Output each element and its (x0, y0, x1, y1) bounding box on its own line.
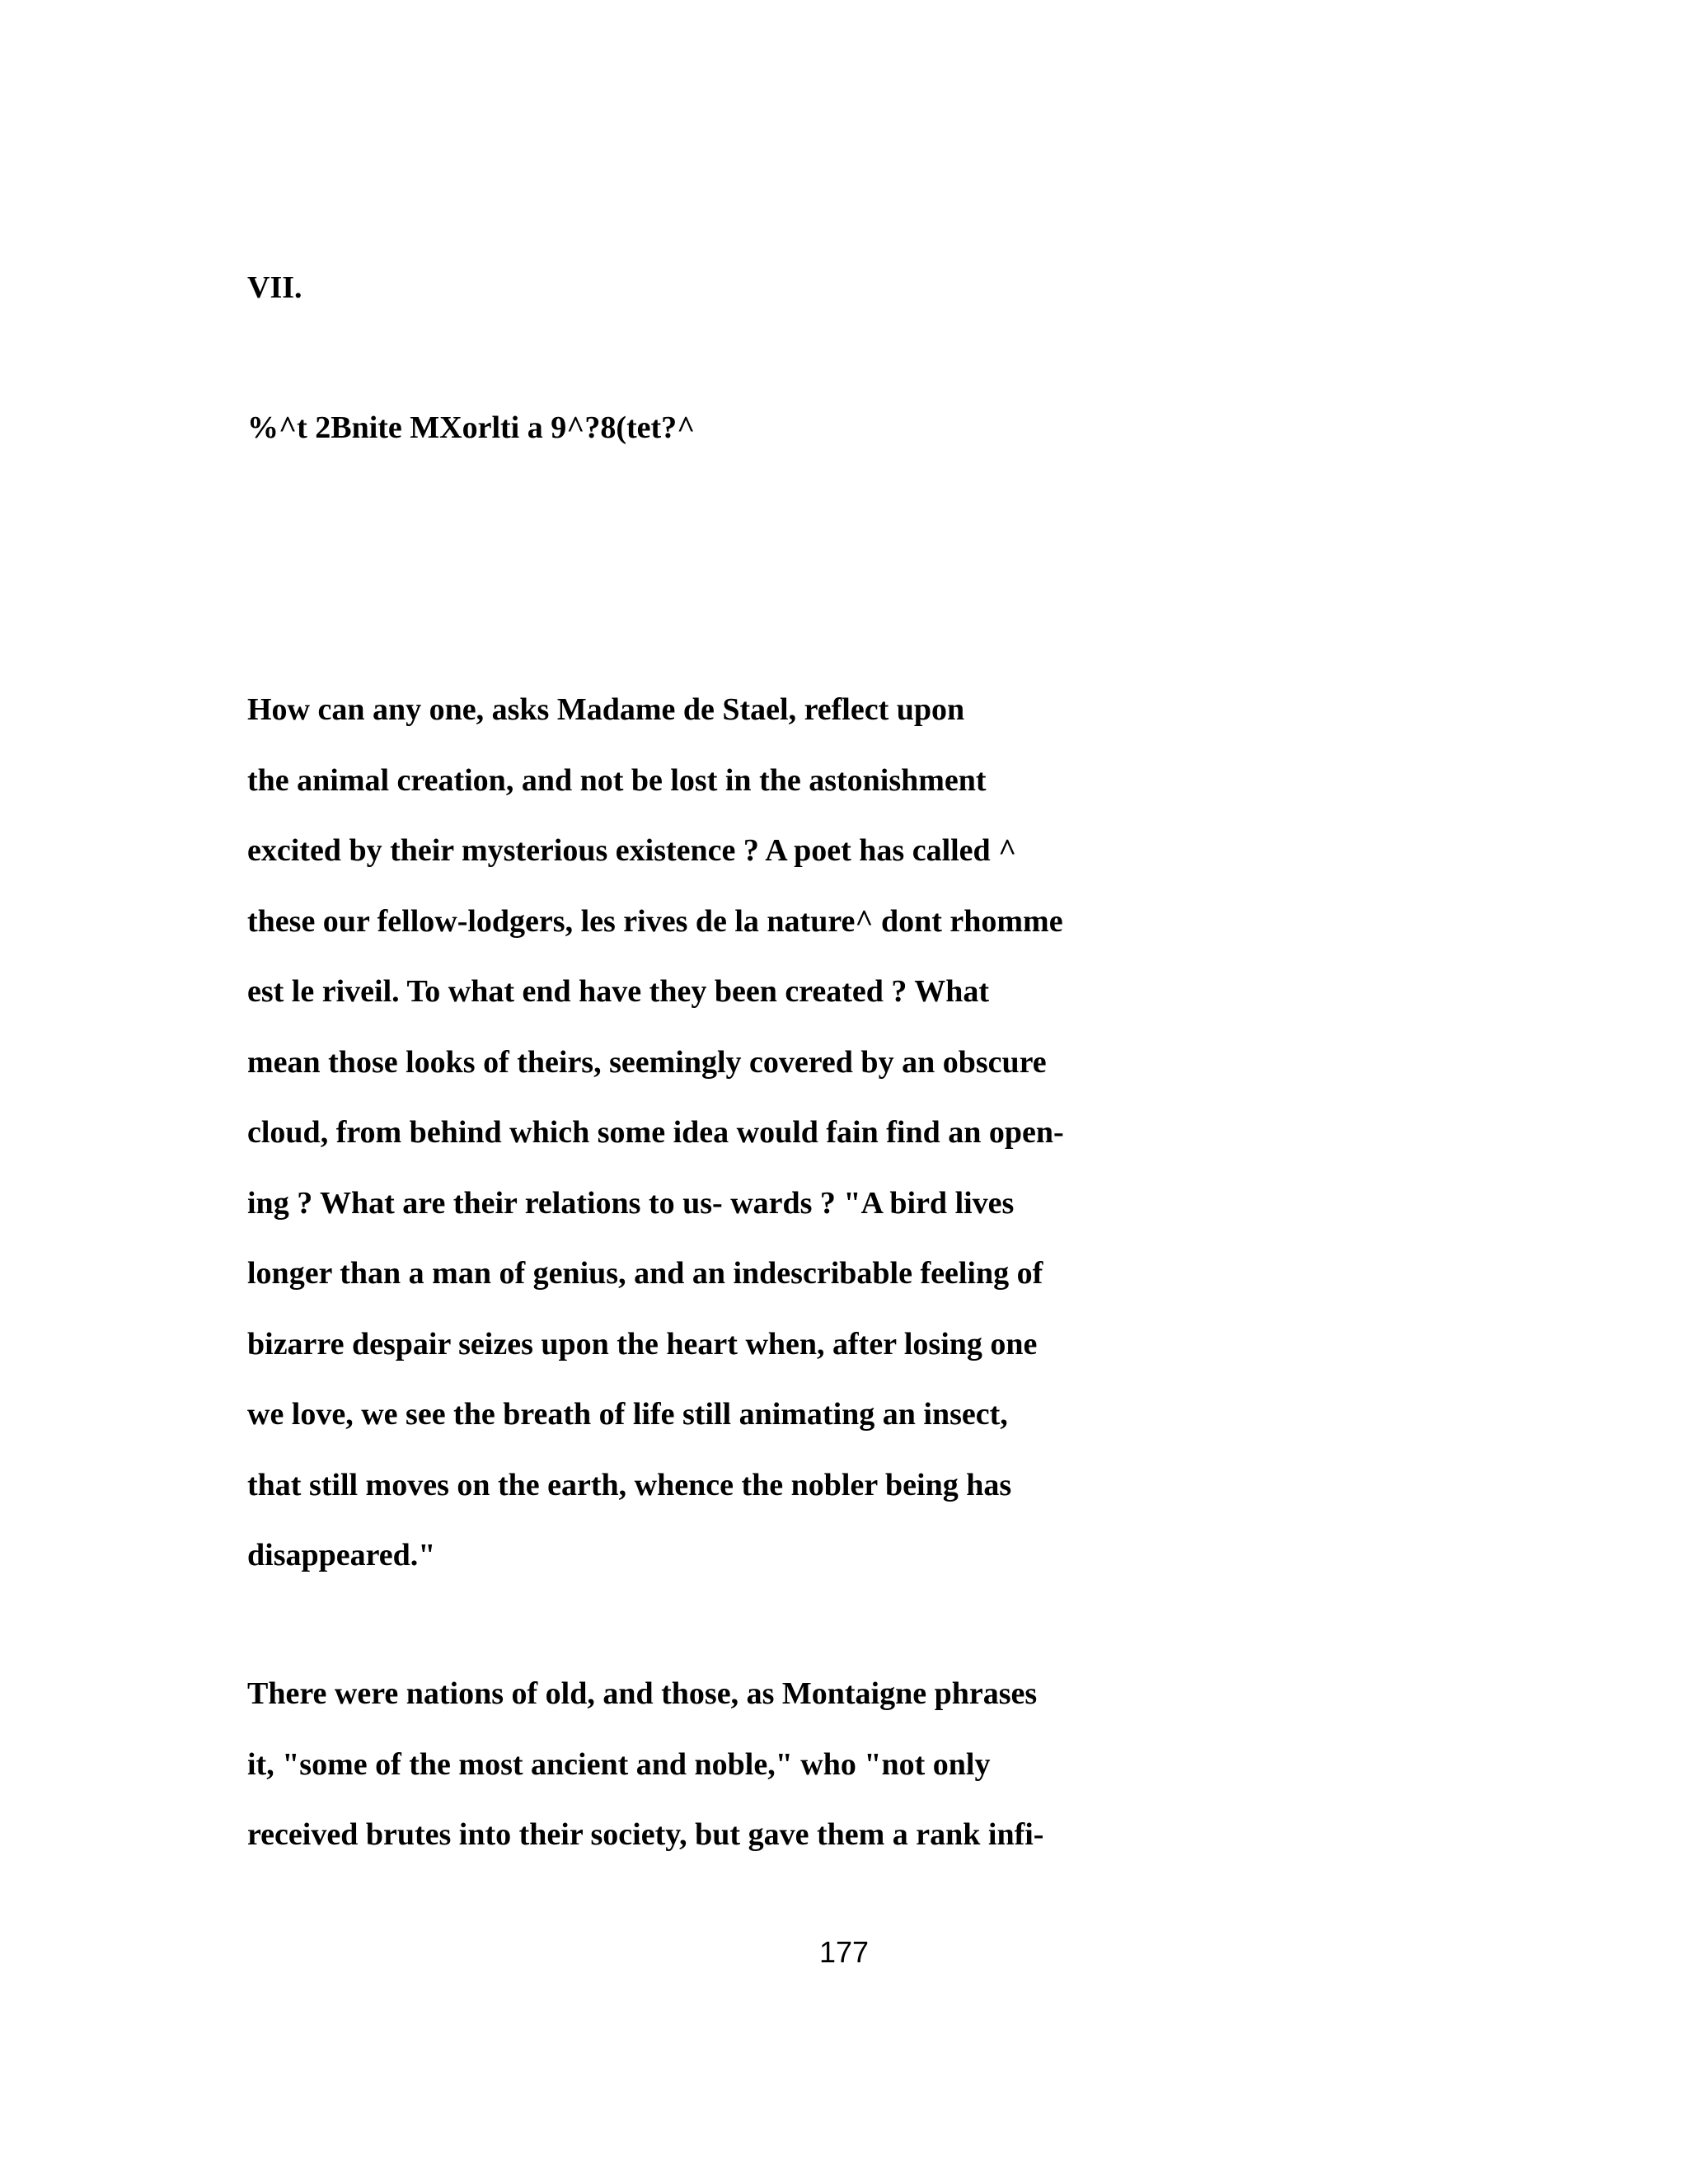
text-line: these our fellow-lodgers, les rives de la nature^ dont rhomme (247, 903, 1063, 939)
text-line: the animal creation, and not be lost in the astonishment (247, 762, 987, 798)
paragraph-2 (247, 1678, 1043, 1890)
text-line: mean those looks of theirs, seemingly covered by an obscure (247, 1044, 1047, 1080)
text-line: excited by their mysterious existence ? A poet has called ^ (247, 833, 1017, 868)
text-line: received brutes into their society, but gave them a rank infi- (247, 1817, 1044, 1852)
text-line: cloud, from behind which some idea would fain find an open- (247, 1115, 1064, 1150)
chapter-number: VII. (247, 270, 302, 305)
text-line: There were nations of old, and those, as Montaigne phrases (247, 1676, 1038, 1711)
text-line: bizarre despair seizes upon the heart when, after losing one (247, 1326, 1038, 1361)
text-line: ing ? What are their relations to us- wards ? "A bird lives (247, 1185, 1015, 1221)
text-line: longer than a man of genius, and an indescribable feeling of (247, 1256, 1043, 1291)
text-line: disappeared." (247, 1538, 436, 1572)
paragraph-1 (247, 694, 1064, 1610)
text-line: we love, we see the breath of life still animating an insect, (247, 1397, 1008, 1432)
text-line: it, "some of the most ancient and noble," who "not only (247, 1746, 991, 1782)
chapter-title: %^t 2Bnite MXorlti a 9^?8(tet?^ (247, 410, 696, 445)
text-line: est le riveil. To what end have they been created ? What (247, 974, 989, 1009)
text-line: that still moves on the earth, whence the nobler being has (247, 1467, 1012, 1502)
text-line: How can any one, asks Madame de Stael, reflect upon (247, 692, 965, 727)
page-number: 177 (818, 1935, 870, 1969)
